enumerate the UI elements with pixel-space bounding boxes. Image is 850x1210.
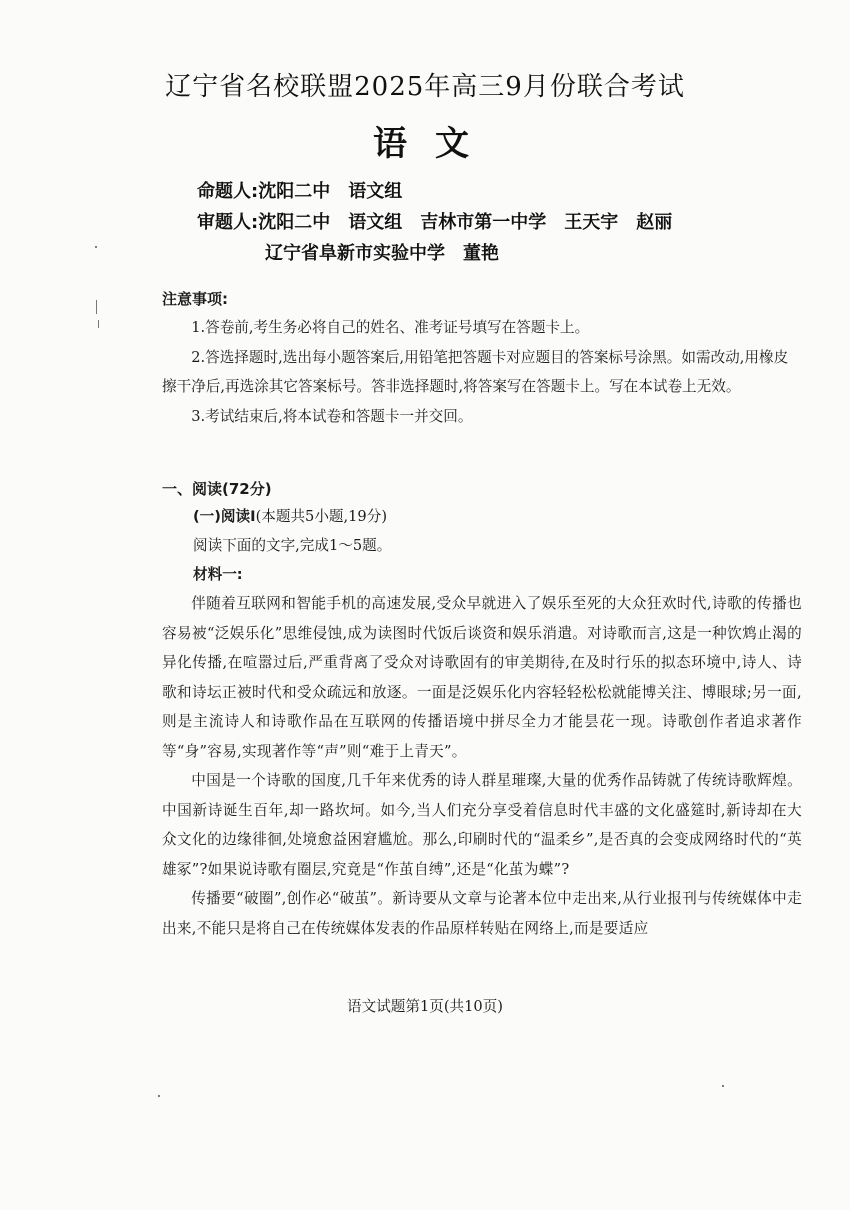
subject-title: 语文 (373, 124, 497, 164)
scan-mark (98, 320, 99, 328)
article-paragraph: 伴随着互联网和智能手机的高速发展,受众早就进入了娱乐至死的大众狂欢时代,诗歌的传播也容易被“泛娱乐化”思维侵蚀,成为读图时代饭后谈资和娱乐消遣。对诗歌而言,这是一种饮鸩止渴的异化传播,在喧嚣过后,严重背离了受众对诗歌固有的审美期待,在及时行乐的拟态环境中,诗人、诗歌和诗坛正被时代和受众疏远和放逐。一面是泛娱乐化内容轻轻松松就能博关注、博眼球;另一面,则是主流诗人和诗歌作品在互联网的传播语境中拼尽全力才能昙花一现。诗歌创作者追求著作等“身”容易,实现著作等“声”则“难于上青天”。 (162, 595, 802, 760)
scan-mark (96, 300, 97, 314)
scan-speck (158, 1095, 160, 1097)
subsection-label: (一)阅读Ⅰ (193, 508, 256, 525)
material-text (162, 589, 802, 943)
reviewer-line: 审题人:沈阳二中 语文组 吉林市第一中学 王天宇 赵丽 (197, 212, 673, 233)
subsection-heading (193, 505, 387, 526)
material-label: 材料一: (193, 566, 243, 583)
reviewer-line-2: 辽宁省阜新市实验中学 董艳 (265, 243, 499, 264)
notice-heading: 注意事项: (162, 290, 228, 308)
notice-item: 3.考试结束后,将本试卷和答题卡一并交回。 (191, 407, 473, 425)
page-footer: 语文试题第1页(共10页) (347, 998, 503, 1015)
notice-list (162, 313, 802, 431)
credits-block (197, 176, 672, 269)
notice-item: 2.答选择题时,选出每小题答案后,用铅笔把答题卡对应题目的答案标号涂黑。如需改动,用橡皮擦干净后,再选涂其它答案标号。答非选择题时,将答案写在答题卡上。写在本试卷上无效。 (162, 348, 789, 395)
exam-title: 辽宁省名校联盟2025年高三9月份联合考试 (165, 72, 685, 102)
scan-speck (95, 246, 97, 248)
author-line: 命题人:沈阳二中 语文组 (197, 181, 403, 202)
notice-item: 1.答卷前,考生务必将自己的姓名、准考证号填写在答题卡上。 (191, 319, 590, 336)
reading-instruction: 阅读下面的文字,完成1～5题。 (193, 537, 392, 554)
article-paragraph: 中国是一个诗歌的国度,几千年来优秀的诗人群星璀璨,大量的优秀作品铸就了传统诗歌辉煌。中国新诗诞生百年,却一路坎坷。如今,当人们充分享受着信息时代丰盛的文化盛筵时,新诗却在大众文化的边缘徘徊,处境愈益困窘尴尬。那么,印刷时代的“温柔乡”,是否真的会变成网络时代的“英雄冢”?如果说诗歌有圈层,究竟是“作茧自缚”,还是“化茧为蝶”? (162, 772, 802, 878)
section-heading: 一、阅读(72分) (162, 480, 272, 498)
article-paragraph: 传播要“破圈”,创作必“破茧”。新诗要从文章与论著本位中走出来,从行业报刊与传统媒体中走出来,不能只是将自己在传统媒体发表的作品原样转贴在网络上,而是要适应 (162, 890, 802, 937)
scan-speck (722, 1085, 724, 1087)
subsection-detail: (本题共5小题,19分) (255, 508, 388, 525)
